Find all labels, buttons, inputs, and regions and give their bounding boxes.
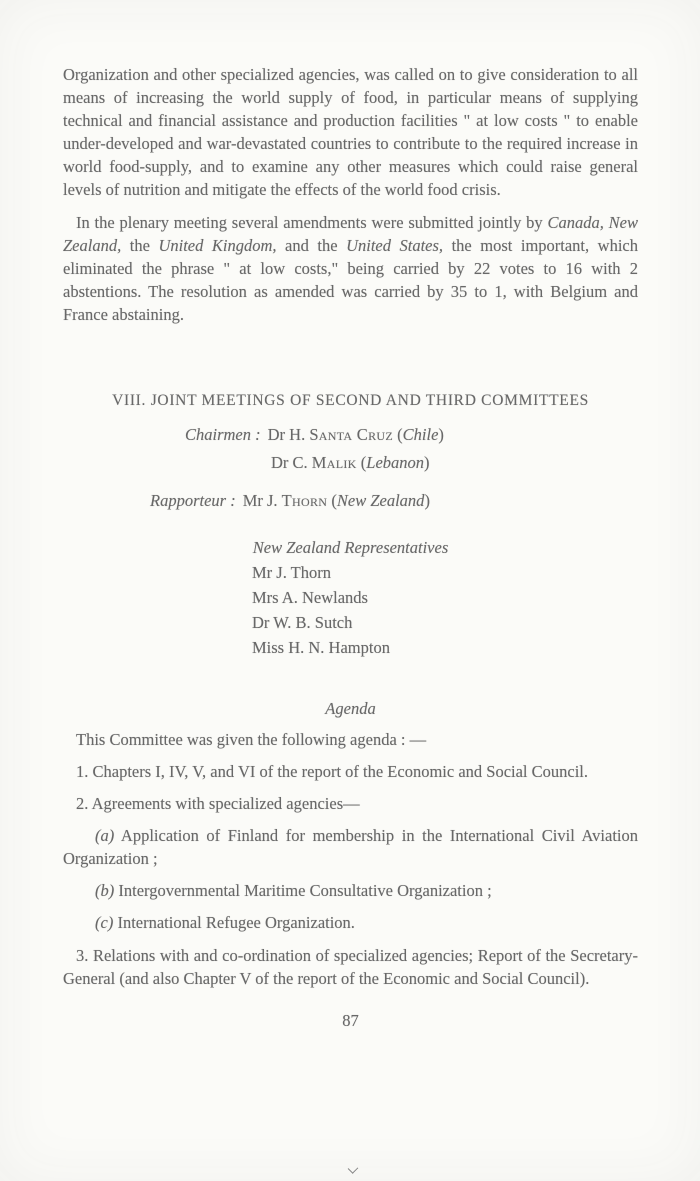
paren: )	[424, 491, 430, 510]
paragraph-food-supply: Organization and other specialized agencies, was called on to give consideration to all means of increasing the world supply of food, in particular means of supplying technical and financial assistance and production facilities " at low costs " to enable under-developed and war-devastated countries to contribute to the required increase in world food-supply, and to examine any other measures which could raise general levels of nutrition and mitigate the effects of the world food crisis.	[63, 65, 638, 199]
rapporteur-title: Mr J.	[242, 491, 282, 510]
agenda-item-2a	[63, 824, 638, 870]
page-number: 87	[342, 1011, 359, 1030]
agenda-item-2b	[63, 879, 638, 902]
scan-artifact-mark	[348, 1163, 359, 1174]
agenda-item-2c	[63, 911, 638, 934]
paren: (	[356, 453, 367, 472]
subitem-label: (a)	[95, 826, 115, 845]
rapporteur-country: New Zealand	[336, 491, 425, 510]
text-segment: In the plenary meeting several amendments were submitted jointly by	[76, 213, 548, 232]
chairmen-block	[185, 421, 638, 477]
chairman-line-1	[185, 421, 638, 449]
subitem-text: Application of Finland for membership in the International Civil Aviation Organization ;	[63, 826, 638, 868]
paren: (	[327, 491, 337, 510]
chairman-1-name: Santa Cruz	[309, 425, 394, 444]
agenda-intro: This Committee was given the following agenda : —	[76, 730, 427, 749]
rapporteur-name: Thorn	[281, 491, 328, 510]
agenda-item-1: 1. Chapters I, IV, V, and VI of the report of the Economic and Social Council.	[76, 762, 589, 781]
paren: )	[438, 425, 444, 444]
representative-name: Miss H. N. Hampton	[252, 638, 390, 657]
representatives-heading: New Zealand Representatives	[252, 538, 449, 557]
representative-name: Dr W. B. Sutch	[252, 613, 353, 632]
chairman-2-country: Lebanon	[366, 453, 425, 472]
chairman-2-title: Dr C.	[271, 453, 312, 472]
paren: (	[393, 425, 403, 444]
country-italic: United States,	[346, 236, 444, 255]
rapporteur-label: Rapporteur :	[150, 491, 236, 510]
chairman-2-name: Malik	[311, 453, 357, 472]
subitem-label: (c)	[95, 913, 114, 932]
subitem-text: Intergovernmental Maritime Consultative Organization ;	[114, 881, 492, 900]
representative-name: Mr J. Thorn	[252, 563, 331, 582]
text-segment: and the	[276, 236, 347, 255]
agenda-item-2: 2. Agreements with specialized agencies—	[76, 794, 360, 813]
countries-italic: Canada, New Zealand,	[63, 213, 638, 255]
chairman-line-2	[271, 449, 638, 477]
subitem-text: International Refugee Organization.	[113, 913, 355, 932]
rapporteur-line	[150, 489, 638, 513]
agenda-heading: Agenda	[325, 699, 376, 718]
chairman-1-title: Dr H.	[267, 425, 310, 444]
paragraph-plenary-amendments	[63, 211, 638, 326]
paren: )	[424, 453, 430, 472]
representatives-list	[252, 560, 638, 660]
country-italic: United Kingdom,	[158, 236, 277, 255]
text-segment: the	[121, 236, 159, 255]
text-segment: the most important, which eliminated the phrase " at low costs," being carried by 22 votes to 16 with 2 abstentions. The resolution as amended was carried by 35 to 1, with Belgium and France abstaining.	[63, 236, 638, 324]
subitem-label: (b)	[95, 881, 115, 900]
chairman-1-country: Chile	[402, 425, 439, 444]
representative-name: Mrs A. Newlands	[252, 588, 368, 607]
section-heading: VIII. JOINT MEETINGS OF SECOND AND THIRD COMMITTEES	[112, 392, 589, 409]
agenda-item-3: 3. Relations with and co-ordination of specialized agencies; Report of the Secretary-General (and also Chapter V of the report of the Economic and Social Council).	[63, 946, 638, 988]
chairmen-label: Chairmen :	[185, 425, 261, 444]
